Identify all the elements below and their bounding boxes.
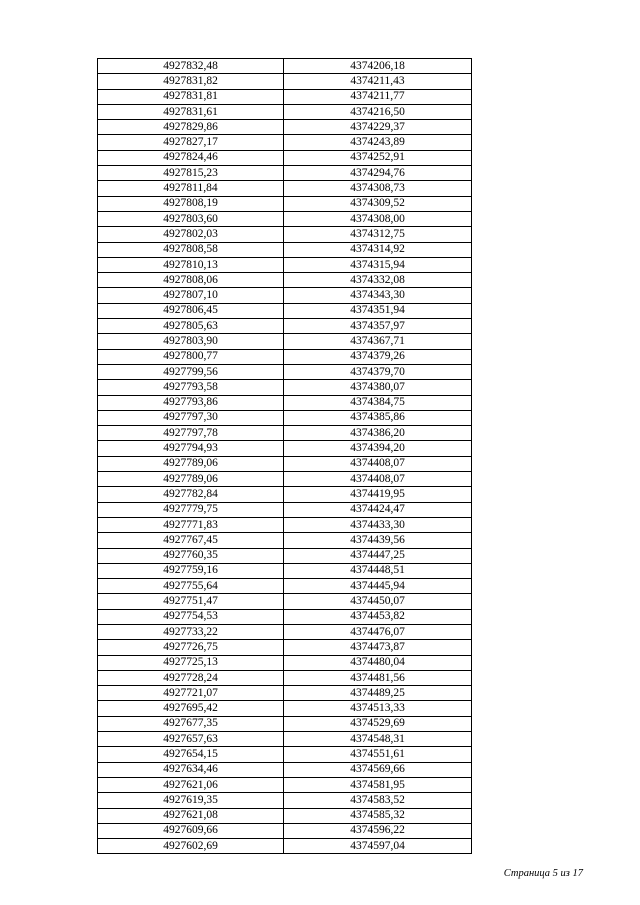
- y-coordinate-cell: 4374476,07: [284, 624, 472, 639]
- x-coordinate-cell: 4927803,90: [98, 334, 284, 349]
- x-coordinate-cell: 4927810,13: [98, 257, 284, 272]
- y-coordinate-cell: 4374473,87: [284, 640, 472, 655]
- y-coordinate-cell: 4374351,94: [284, 303, 472, 318]
- y-coordinate-cell: 4374583,52: [284, 793, 472, 808]
- y-coordinate-cell: 4374529,69: [284, 716, 472, 731]
- y-coordinate-cell: 4374489,25: [284, 686, 472, 701]
- table-row: [98, 135, 472, 150]
- x-coordinate-cell: 4927808,58: [98, 242, 284, 257]
- x-coordinate-cell: 4927794,93: [98, 441, 284, 456]
- y-coordinate-cell: 4374312,75: [284, 227, 472, 242]
- x-coordinate-cell: 4927793,86: [98, 395, 284, 410]
- table-row: [98, 732, 472, 747]
- x-coordinate-cell: 4927827,17: [98, 135, 284, 150]
- x-coordinate-cell: 4927654,15: [98, 747, 284, 762]
- y-coordinate-cell: 4374433,30: [284, 517, 472, 532]
- table-row: [98, 655, 472, 670]
- y-coordinate-cell: 4374447,25: [284, 548, 472, 563]
- x-coordinate-cell: 4927800,77: [98, 349, 284, 364]
- x-coordinate-cell: 4927733,22: [98, 624, 284, 639]
- y-coordinate-cell: 4374216,50: [284, 104, 472, 119]
- x-coordinate-cell: 4927803,60: [98, 211, 284, 226]
- y-coordinate-cell: 4374480,04: [284, 655, 472, 670]
- y-coordinate-cell: 4374379,26: [284, 349, 472, 364]
- x-coordinate-cell: 4927789,06: [98, 456, 284, 471]
- table-row: [98, 410, 472, 425]
- y-coordinate-cell: 4374308,73: [284, 181, 472, 196]
- x-coordinate-cell: 4927751,47: [98, 594, 284, 609]
- y-coordinate-cell: 4374548,31: [284, 732, 472, 747]
- y-coordinate-cell: 4374379,70: [284, 364, 472, 379]
- y-coordinate-cell: 4374513,33: [284, 701, 472, 716]
- table-row: [98, 747, 472, 762]
- x-coordinate-cell: 4927808,06: [98, 273, 284, 288]
- table-row: [98, 89, 472, 104]
- table-row: [98, 257, 472, 272]
- x-coordinate-cell: 4927767,45: [98, 533, 284, 548]
- x-coordinate-cell: 4927677,35: [98, 716, 284, 731]
- x-coordinate-cell: 4927771,83: [98, 517, 284, 532]
- table-row: [98, 563, 472, 578]
- x-coordinate-cell: 4927808,19: [98, 196, 284, 211]
- table-row: [98, 59, 472, 74]
- table-row: [98, 670, 472, 685]
- x-coordinate-cell: 4927621,08: [98, 808, 284, 823]
- y-coordinate-cell: 4374243,89: [284, 135, 472, 150]
- x-coordinate-cell: 4927815,23: [98, 166, 284, 181]
- x-coordinate-cell: 4927829,86: [98, 120, 284, 135]
- y-coordinate-cell: 4374597,04: [284, 839, 472, 854]
- x-coordinate-cell: 4927831,61: [98, 104, 284, 119]
- x-coordinate-cell: 4927793,58: [98, 380, 284, 395]
- table-row: [98, 242, 472, 257]
- x-coordinate-cell: 4927760,35: [98, 548, 284, 563]
- x-coordinate-cell: 4927782,84: [98, 487, 284, 502]
- x-coordinate-cell: 4927728,24: [98, 670, 284, 685]
- table-row: [98, 609, 472, 624]
- table-row: [98, 211, 472, 226]
- x-coordinate-cell: 4927806,45: [98, 303, 284, 318]
- table-row: [98, 716, 472, 731]
- x-coordinate-cell: 4927824,46: [98, 150, 284, 165]
- y-coordinate-cell: 4374314,92: [284, 242, 472, 257]
- table-row: [98, 594, 472, 609]
- x-coordinate-cell: 4927831,82: [98, 74, 284, 89]
- y-coordinate-cell: 4374445,94: [284, 579, 472, 594]
- coordinates-table-body: [98, 59, 472, 854]
- table-row: [98, 196, 472, 211]
- y-coordinate-cell: 4374439,56: [284, 533, 472, 548]
- x-coordinate-cell: 4927602,69: [98, 839, 284, 854]
- y-coordinate-cell: 4374211,77: [284, 89, 472, 104]
- table-row: [98, 319, 472, 334]
- y-coordinate-cell: 4374453,82: [284, 609, 472, 624]
- y-coordinate-cell: 4374384,75: [284, 395, 472, 410]
- table-row: [98, 839, 472, 854]
- x-coordinate-cell: 4927657,63: [98, 732, 284, 747]
- x-coordinate-cell: 4927634,46: [98, 762, 284, 777]
- table-row: [98, 395, 472, 410]
- table-row: [98, 823, 472, 838]
- y-coordinate-cell: 4374394,20: [284, 441, 472, 456]
- table-row: [98, 701, 472, 716]
- y-coordinate-cell: 4374315,94: [284, 257, 472, 272]
- table-row: [98, 640, 472, 655]
- table-row: [98, 349, 472, 364]
- table-row: [98, 624, 472, 639]
- y-coordinate-cell: 4374343,30: [284, 288, 472, 303]
- table-row: [98, 364, 472, 379]
- x-coordinate-cell: 4927779,75: [98, 502, 284, 517]
- y-coordinate-cell: 4374211,43: [284, 74, 472, 89]
- table-row: [98, 517, 472, 532]
- table-row: [98, 288, 472, 303]
- x-coordinate-cell: 4927726,75: [98, 640, 284, 655]
- table-row: [98, 104, 472, 119]
- y-coordinate-cell: 4374332,08: [284, 273, 472, 288]
- y-coordinate-cell: 4374206,18: [284, 59, 472, 74]
- page-number: Страница 5 из 17: [503, 868, 583, 879]
- y-coordinate-cell: 4374367,71: [284, 334, 472, 349]
- table-row: [98, 579, 472, 594]
- x-coordinate-cell: 4927805,63: [98, 319, 284, 334]
- table-row: [98, 548, 472, 563]
- y-coordinate-cell: 4374596,22: [284, 823, 472, 838]
- y-coordinate-cell: 4374308,00: [284, 211, 472, 226]
- x-coordinate-cell: 4927721,07: [98, 686, 284, 701]
- table-row: [98, 150, 472, 165]
- x-coordinate-cell: 4927754,53: [98, 609, 284, 624]
- y-coordinate-cell: 4374450,07: [284, 594, 472, 609]
- table-row: [98, 793, 472, 808]
- table-row: [98, 227, 472, 242]
- x-coordinate-cell: 4927797,78: [98, 426, 284, 441]
- x-coordinate-cell: 4927621,06: [98, 777, 284, 792]
- table-row: [98, 777, 472, 792]
- table-row: [98, 74, 472, 89]
- y-coordinate-cell: 4374357,97: [284, 319, 472, 334]
- y-coordinate-cell: 4374481,56: [284, 670, 472, 685]
- table-row: [98, 533, 472, 548]
- table-row: [98, 166, 472, 181]
- y-coordinate-cell: 4374408,07: [284, 456, 472, 471]
- table-row: [98, 686, 472, 701]
- y-coordinate-cell: 4374408,07: [284, 472, 472, 487]
- table-row: [98, 762, 472, 777]
- table-row: [98, 502, 472, 517]
- table-row: [98, 181, 472, 196]
- table-row: [98, 120, 472, 135]
- x-coordinate-cell: 4927759,16: [98, 563, 284, 578]
- table-row: [98, 273, 472, 288]
- x-coordinate-cell: 4927619,35: [98, 793, 284, 808]
- coordinates-table: [97, 58, 472, 854]
- y-coordinate-cell: 4374585,32: [284, 808, 472, 823]
- table-row: [98, 334, 472, 349]
- y-coordinate-cell: 4374581,95: [284, 777, 472, 792]
- x-coordinate-cell: 4927799,56: [98, 364, 284, 379]
- y-coordinate-cell: 4374309,52: [284, 196, 472, 211]
- y-coordinate-cell: 4374229,37: [284, 120, 472, 135]
- y-coordinate-cell: 4374386,20: [284, 426, 472, 441]
- x-coordinate-cell: 4927802,03: [98, 227, 284, 242]
- table-row: [98, 808, 472, 823]
- y-coordinate-cell: 4374419,95: [284, 487, 472, 502]
- x-coordinate-cell: 4927832,48: [98, 59, 284, 74]
- x-coordinate-cell: 4927811,84: [98, 181, 284, 196]
- y-coordinate-cell: 4374569,66: [284, 762, 472, 777]
- table-row: [98, 380, 472, 395]
- x-coordinate-cell: 4927807,10: [98, 288, 284, 303]
- table-row: [98, 441, 472, 456]
- x-coordinate-cell: 4927789,06: [98, 472, 284, 487]
- y-coordinate-cell: 4374385,86: [284, 410, 472, 425]
- x-coordinate-cell: 4927831,81: [98, 89, 284, 104]
- y-coordinate-cell: 4374252,91: [284, 150, 472, 165]
- y-coordinate-cell: 4374294,76: [284, 166, 472, 181]
- x-coordinate-cell: 4927797,30: [98, 410, 284, 425]
- x-coordinate-cell: 4927695,42: [98, 701, 284, 716]
- table-row: [98, 472, 472, 487]
- x-coordinate-cell: 4927755,64: [98, 579, 284, 594]
- y-coordinate-cell: 4374551,61: [284, 747, 472, 762]
- y-coordinate-cell: 4374380,07: [284, 380, 472, 395]
- table-row: [98, 456, 472, 471]
- table-row: [98, 426, 472, 441]
- table-row: [98, 303, 472, 318]
- table-row: [98, 487, 472, 502]
- x-coordinate-cell: 4927725,13: [98, 655, 284, 670]
- y-coordinate-cell: 4374448,51: [284, 563, 472, 578]
- x-coordinate-cell: 4927609,66: [98, 823, 284, 838]
- y-coordinate-cell: 4374424,47: [284, 502, 472, 517]
